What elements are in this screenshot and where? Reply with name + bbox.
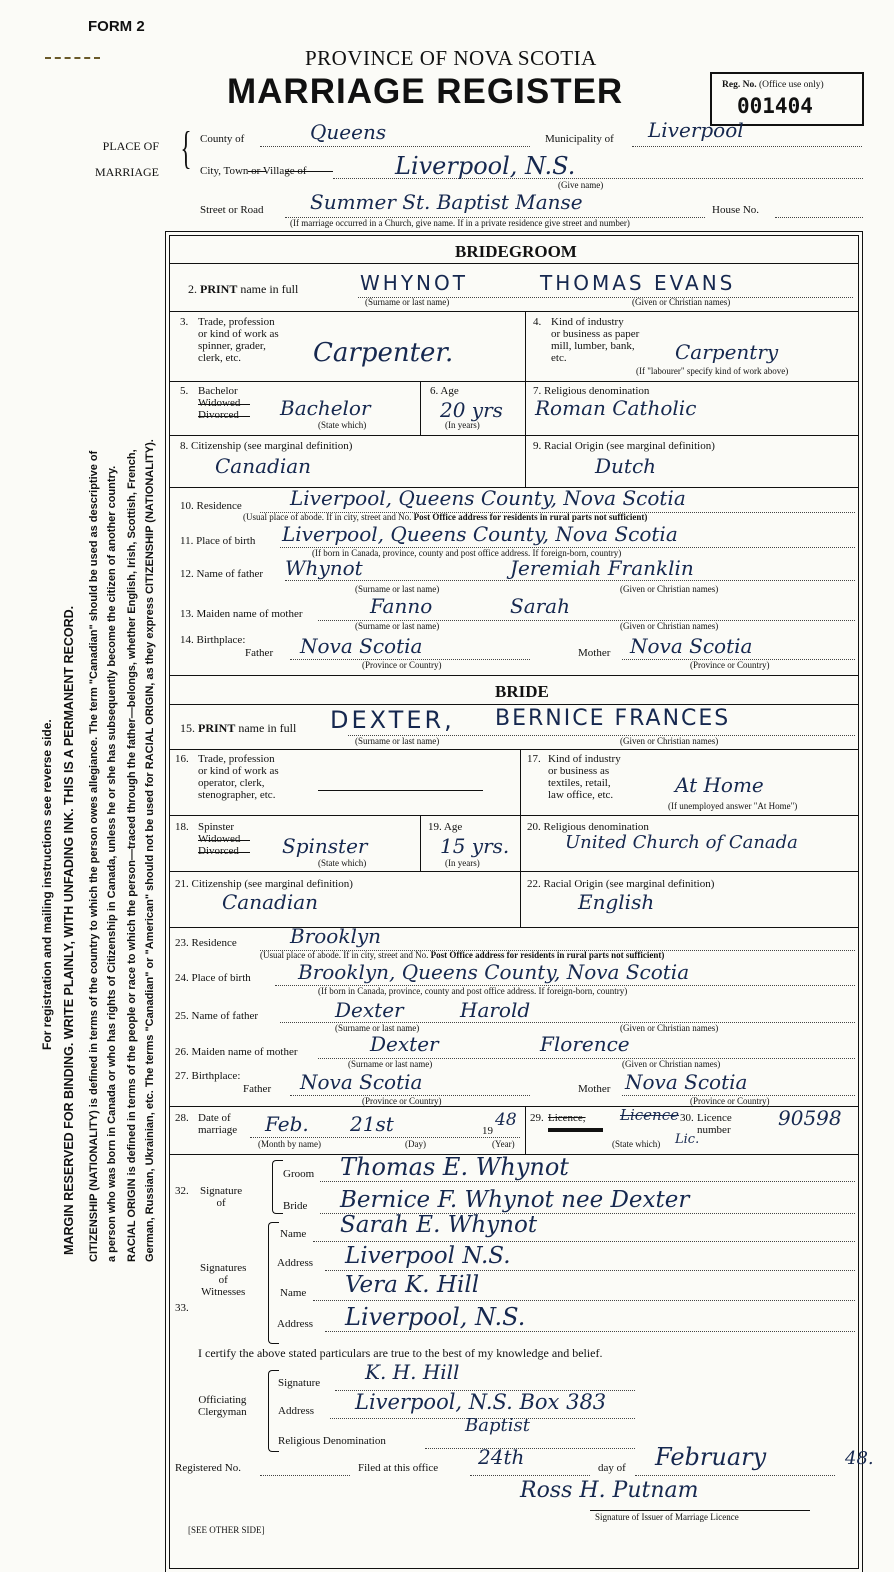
day-of-label: day of — [598, 1462, 626, 1474]
bride-sig-label: Bride — [283, 1200, 308, 1212]
street-label: Street or Road — [200, 204, 264, 216]
groom-mother-birthplace: Nova Scotia — [630, 634, 753, 658]
bride-mother-surname-caption: (Surname or last name) — [348, 1059, 433, 1069]
groom-status-num: 5. — [180, 385, 189, 397]
margin-citizenship-def-2: a person who was born in Canada or who has rights of Citizenship in Canada, unless he or she has subsequently become the citizen of another country. — [106, 465, 118, 1262]
groom-residence-value: Liverpool, Queens County, Nova Scotia — [290, 486, 686, 510]
clergy-signature: K. H. Hill — [365, 1360, 460, 1384]
page-title: MARRIAGE REGISTER — [227, 72, 624, 111]
licence-value: Licence — [620, 1106, 679, 1124]
filed-month: February — [655, 1443, 767, 1471]
father-province-caption: (Province or Country) — [362, 660, 442, 670]
signature-num: 32. — [175, 1185, 189, 1197]
form-number: FORM 2 — [88, 18, 145, 35]
marriage-day: 21st — [350, 1112, 394, 1136]
city-label: City, Town or Village of — [200, 165, 307, 177]
city-value: Liverpool, N.S. — [395, 152, 576, 180]
groom-trade-label: Trade, profession or kind of work as spinner, grader, clerk, etc. — [198, 316, 279, 364]
groom-racial-value: Dutch — [595, 454, 657, 478]
clergy-address: Liverpool, N.S. Box 383 — [355, 1390, 607, 1414]
licence-number-value: 90598 — [778, 1106, 842, 1130]
witness1-name: Sarah E. Whynot — [340, 1212, 538, 1238]
bride-age-value: 15 yrs. — [440, 834, 510, 858]
bride-trade-label: Trade, profession or kind of work as operator, clerk, stenographer, etc. — [198, 753, 279, 801]
groom-age-value: 20 yrs — [440, 398, 503, 422]
certify-statement: I certify the above stated particulars are true to the best of my knowledge and belief. — [198, 1346, 603, 1360]
bride-father-given: Harold — [460, 998, 531, 1022]
bride-age-caption: (In years) — [445, 858, 480, 868]
given-caption: (Given or Christian names) — [632, 297, 731, 307]
groom-industry-num: 4. — [533, 316, 542, 328]
bride-mother-surname: Dexter — [370, 1032, 439, 1056]
age-caption: (In years) — [445, 420, 480, 430]
groom-mother-bp-label: Mother — [578, 647, 611, 659]
bride-mother-bp-label: Mother — [578, 1083, 611, 1095]
month-caption: (Month by name) — [258, 1139, 321, 1149]
groom-trade-value: Carpenter. — [313, 338, 454, 368]
bride-industry-label: Kind of industry or business as textiles, retail, law office, etc. — [548, 753, 621, 801]
province-title: PROVINCE OF NOVA SCOTIA — [305, 46, 597, 70]
witness1-name-label: Name — [280, 1228, 307, 1240]
groom-industry-label: Kind of industry or business as paper mill, lumber, bank, etc. — [551, 316, 640, 364]
groom-religion-value: Roman Catholic — [535, 396, 697, 420]
bride-religion-label: 20. Religious denomination — [527, 821, 649, 833]
bride-residence-caption: (Usual place of abode. If in city, street and No. Post Office address for residents in rural parts not sufficient) — [260, 950, 665, 960]
issuer-signature: Ross H. Putnam — [520, 1478, 699, 1503]
groom-sig-label: Groom — [283, 1168, 315, 1180]
bride-residence-value: Brooklyn — [290, 924, 382, 948]
groom-father-label: 12. Name of father — [180, 568, 264, 580]
see-other-side: [SEE OTHER SIDE] — [188, 1525, 265, 1535]
bride-father-surname-caption: (Surname or last name) — [335, 1023, 420, 1033]
groom-trade-num: 3. — [180, 316, 189, 328]
clergy-label: Officiating Clergyman — [198, 1394, 247, 1418]
birth-caption: (If born in Canada, province, county and post office address. If foreign-born, country) — [312, 548, 622, 558]
marriage-year: 48 — [495, 1110, 517, 1130]
industry-caption: (If "labourer" specify kind of work above) — [636, 366, 789, 376]
give-name-caption: (Give name) — [558, 180, 604, 190]
groom-status-label: Bachelor Widowed Divorced — [198, 385, 241, 421]
margin-instructions: For registration and mailing instructions see reverse side. — [40, 719, 54, 1050]
bride-given: BERNICE FRANCES — [495, 706, 731, 731]
bride-father-label: 25. Name of father — [175, 1010, 259, 1022]
residence-caption: (Usual place of abode. If in city, street and No. Post Office address for residents in rural parts not sufficient) — [243, 512, 648, 522]
groom-mother-surname: Fanno — [370, 594, 433, 618]
groom-residence-label: 10. Residence — [180, 500, 242, 512]
signature-label: Signature of — [200, 1185, 243, 1209]
year-prefix: 19 — [482, 1125, 493, 1137]
bride-birth-value: Brooklyn, Queens County, Nova Scotia — [298, 960, 690, 984]
street-value: Summer St. Baptist Manse — [310, 190, 583, 214]
mother-given-caption: (Given or Christian names) — [620, 621, 719, 631]
bride-status-num: 18. — [175, 821, 189, 833]
witness2-name: Vera K. Hill — [345, 1272, 480, 1298]
bride-father-province-caption: (Province or Country) — [362, 1096, 442, 1106]
groom-surname: WHYNOT — [360, 271, 468, 295]
state-which-caption: (State which) — [318, 420, 367, 430]
groom-industry-value: Carpentry — [675, 340, 779, 364]
groom-mother-label: 13. Maiden name of mother — [180, 608, 303, 620]
bride-religion-value: United Church of Canada — [565, 832, 798, 853]
clergy-addr-label: Address — [278, 1405, 315, 1417]
margin-racial-def-1: RACIAL ORIGIN is defined in terms of the people or race to which the person—traced through the father—belongs, whether English, Irish, Scottish, French, — [126, 449, 138, 1262]
municipality-label: Municipality of — [545, 133, 614, 145]
witness1-address: Liverpool N.S. — [345, 1243, 511, 1269]
place-label: PLACE OF MARRIAGE — [95, 139, 160, 179]
father-surname-caption: (Surname or last name) — [355, 584, 440, 594]
marriage-month: Feb. — [265, 1112, 309, 1136]
groom-father-given: Jeremiah Franklin — [510, 556, 694, 580]
filed-label: Filed at this office — [358, 1462, 439, 1474]
bride-father-surname: Dexter — [335, 998, 404, 1022]
bride-racial-label: 22. Racial Origin (see marginal definition) — [527, 878, 715, 890]
bride-given-caption: (Given or Christian names) — [620, 736, 719, 746]
issuer-caption: Signature of Issuer of Marriage Licence — [595, 1512, 739, 1522]
street-caption: (If marriage occurred in a Church, give name. If in a private residence give street and number) — [290, 218, 630, 228]
reg-office-note: (Office use only) — [758, 80, 824, 90]
witness2-address: Liverpool, N.S. — [345, 1303, 526, 1331]
groom-signature: Thomas E. Whynot — [340, 1153, 569, 1181]
reg-number: 001404 — [737, 94, 813, 118]
bride-industry-caption: (If unemployed answer "At Home") — [668, 801, 798, 811]
groom-father-bp-label: Father — [245, 647, 274, 659]
bride-father-bp-label: Father — [243, 1083, 272, 1095]
signature-brace — [272, 1160, 283, 1214]
clergy-denom-label: Religious Denomination — [278, 1435, 386, 1447]
bride-residence-label: 23. Residence — [175, 937, 237, 949]
clergy-sig-label: Signature — [278, 1377, 321, 1389]
groom-age-label: 6. Age — [430, 385, 459, 397]
bride-citizenship-value: Canadian — [222, 890, 319, 914]
bride-heading: BRIDE — [495, 682, 549, 701]
filed-day: 24th — [478, 1445, 525, 1469]
county-label: County of — [200, 133, 245, 145]
licence-state-caption: (State which) — [612, 1139, 661, 1149]
year-caption: (Year) — [492, 1139, 515, 1149]
bride-mother-birthplace: Nova Scotia — [625, 1070, 748, 1094]
bride-birth-label: 24. Place of birth — [175, 972, 251, 984]
clergy-denomination: Baptist — [465, 1415, 530, 1436]
day-caption: (Day) — [405, 1139, 426, 1149]
smudge-mark — [45, 57, 100, 62]
bride-racial-value: English — [578, 890, 655, 914]
licence-number-num: 30. — [680, 1112, 694, 1124]
bridegroom-heading: BRIDEGROOM — [455, 242, 577, 261]
bride-signature: Bernice F. Whynot nee Dexter — [340, 1187, 690, 1213]
witness2-address-label: Address — [277, 1318, 314, 1330]
licence-state-value: Lic. — [675, 1132, 700, 1147]
reg-label: Reg. No. — [722, 80, 757, 90]
bride-surname-caption: (Surname or last name) — [355, 736, 440, 746]
witness1-address-label: Address — [277, 1257, 314, 1269]
registered-label: Registered No. — [175, 1462, 241, 1474]
bride-citizenship-label: 21. Citizenship (see marginal definition) — [175, 878, 353, 890]
mother-province-caption: (Province or Country) — [690, 660, 770, 670]
house-label: House No. — [712, 204, 760, 216]
groom-name-label: 2. PRINT name in full — [188, 282, 299, 296]
bride-father-given-caption: (Given or Christian names) — [620, 1023, 719, 1033]
licence-label: Licence, — [548, 1112, 586, 1124]
bride-birthplace-label: 27. Birthplace: — [175, 1070, 241, 1082]
filed-year: 48. — [845, 1448, 874, 1469]
groom-status-value: Bachelor — [280, 396, 371, 420]
municipality-value: Liverpool — [648, 118, 744, 142]
bride-mother-given: Florence — [540, 1032, 630, 1056]
bride-state-which-caption: (State which) — [318, 858, 367, 868]
licence-num: 29. — [530, 1112, 544, 1124]
mother-surname-caption: (Surname or last name) — [355, 621, 440, 631]
groom-citizenship-label: 8. Citizenship (see marginal definition) — [180, 440, 353, 452]
groom-birthplace-label: 14. Birthplace: — [180, 634, 246, 646]
margin-citizenship-def-1: CITIZENSHIP (NATIONALITY) is defined in terms of the country to which the person owes allegiance. The term "Canadian" should be used as descriptive of — [88, 450, 100, 1262]
bride-industry-num: 17. — [527, 753, 541, 765]
bride-age-label: 19. Age — [428, 821, 463, 833]
groom-racial-label: 9. Racial Origin (see marginal definition) — [533, 440, 715, 452]
witness2-name-label: Name — [280, 1287, 307, 1299]
licence-number-label: Licence number — [697, 1112, 732, 1136]
date-num: 28. — [175, 1112, 189, 1124]
date-label: Date of marriage — [198, 1112, 238, 1136]
margin-binding-note: MARGIN RESERVED FOR BINDING. WRITE PLAINLY, WITH UNFADING INK. THIS IS A PERMANENT RECORD. — [62, 605, 76, 1255]
surname-caption: (Surname or last name) — [365, 297, 450, 307]
groom-father-surname: Whynot — [285, 556, 363, 580]
margin-racial-def-2: German, Russian, Ukrainian, etc. The terms "Canadian" or "American" should not be used for RACIAL ORIGIN, as they express CITIZENSHIP (NATIONALITY). — [144, 439, 156, 1262]
bride-industry-value: At Home — [675, 773, 764, 797]
bride-father-birthplace: Nova Scotia — [300, 1070, 423, 1094]
father-given-caption: (Given or Christian names) — [620, 584, 719, 594]
bride-surname: DEXTER, — [330, 706, 455, 734]
witness-label: Signatures of Witnesses — [200, 1262, 247, 1298]
bride-mother-label: 26. Maiden name of mother — [175, 1046, 298, 1058]
groom-mother-given: Sarah — [510, 594, 570, 618]
groom-given: THOMAS EVANS — [540, 271, 736, 295]
bride-mother-province-caption: (Province or Country) — [690, 1096, 770, 1106]
bride-status-label: Spinster Widowed Divorced — [198, 821, 241, 857]
bride-name-label: 15. PRINT name in full — [180, 721, 297, 735]
groom-father-birthplace: Nova Scotia — [300, 634, 423, 658]
groom-citizenship-value: Canadian — [215, 454, 312, 478]
groom-birth-label: 11. Place of birth — [180, 535, 256, 547]
bride-mother-given-caption: (Given or Christian names) — [622, 1059, 721, 1069]
bride-status-value: Spinster — [282, 834, 368, 858]
witness-num: 33. — [175, 1302, 189, 1314]
groom-birth-value: Liverpool, Queens County, Nova Scotia — [282, 522, 678, 546]
bride-birth-caption: (If born in Canada, province, county and post office address. If foreign-born, country) — [318, 986, 628, 996]
groom-religion-label: 7. Religious denomination — [533, 385, 650, 397]
county-value: Queens — [310, 120, 387, 144]
brace-icon: { — [180, 122, 192, 173]
bride-trade-num: 16. — [175, 753, 189, 765]
